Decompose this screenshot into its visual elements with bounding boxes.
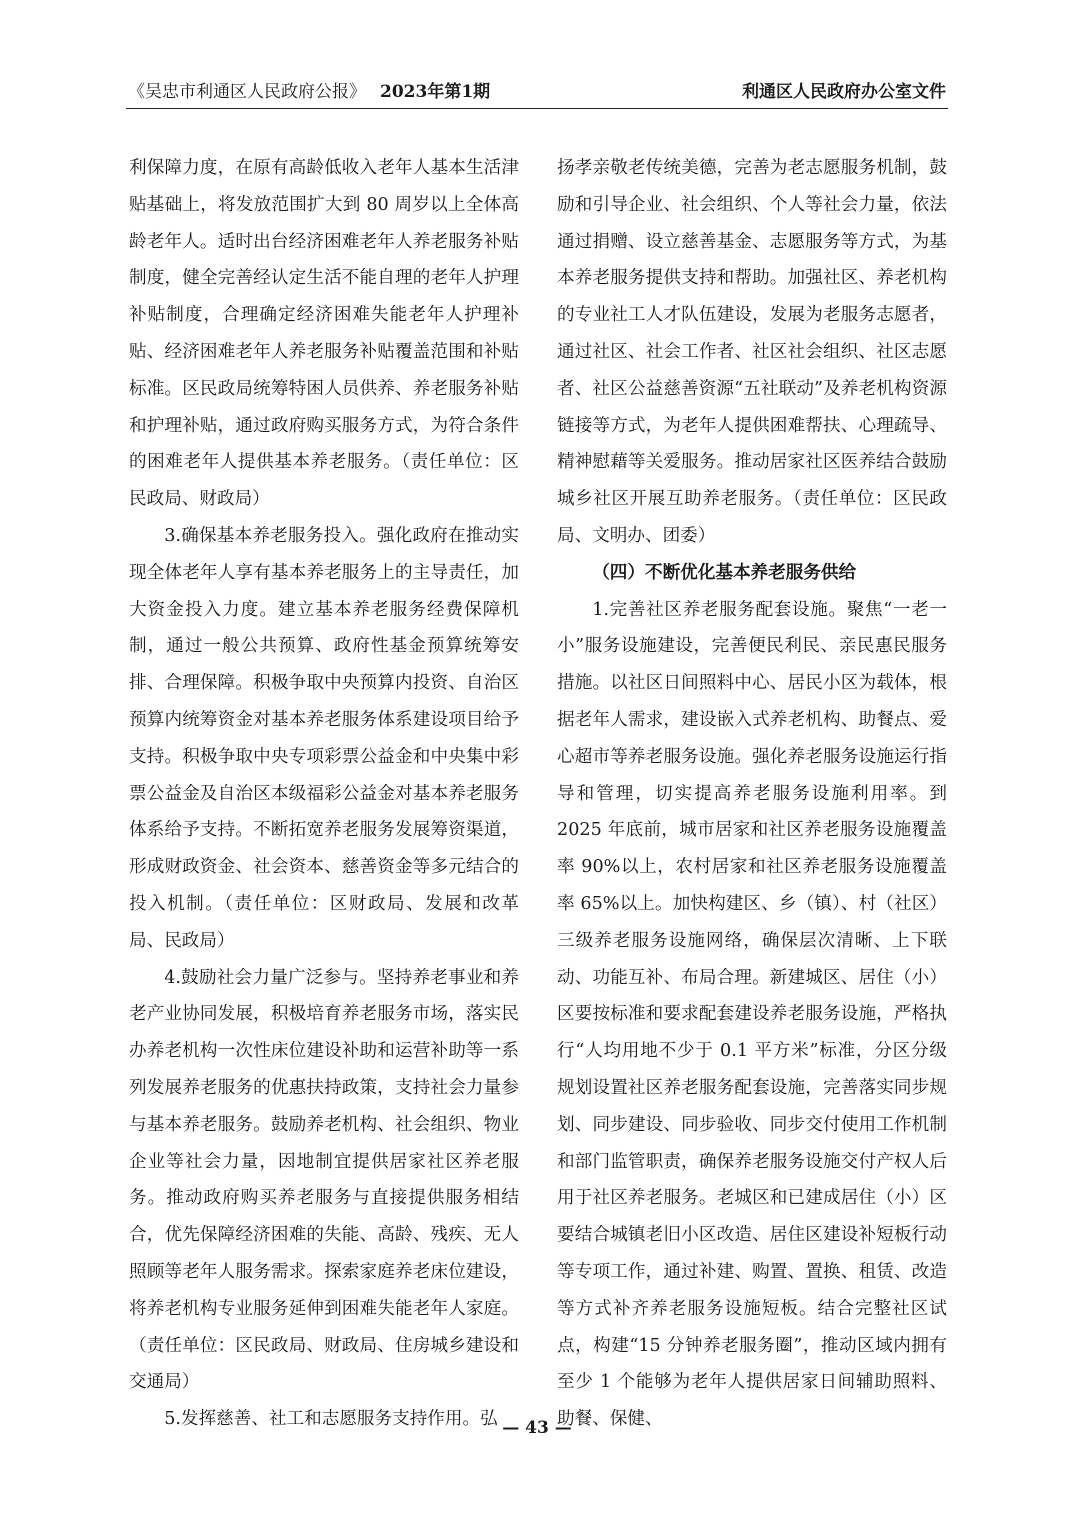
section-heading: （四）不断优化基本养老服务供给 bbox=[592, 561, 857, 583]
paragraph: 3.确保基本养老服务投入。强化政府在推动实现全体老年人享有基本养老服务上的主导责任，加大资金投入力度。建立基本养老服务经费保障机制，通过一般公共预算、政府性基金预算统筹安排、合理保障。积极争取中央预算内投资、自治区预算内统筹资金对基本养老服务体系建设项目给予支持。积极争取中央专项彩票公益金和中央集中彩票公益金及自治区本级福彩公益金对基本养老服务体系给予支持。不断拓宽养老服务发展筹资渠道，形成财政资金、社会资本、慈善资金等多元结合的投入机制。（责任单位：区财政局、发展和改革局、民政局） bbox=[129, 525, 519, 951]
issue-number: 2023年第1期 bbox=[380, 82, 491, 102]
document-type: 利通区人民政府办公室文件 bbox=[742, 82, 946, 102]
page-number: — 43 — bbox=[502, 1418, 572, 1438]
paragraph: 扬孝亲敬老传统美德，完善为老志愿服务机制，鼓励和引导企业、社会组织、个人等社会力量，依法通过捐赠、设立慈善基金、志愿服务等方式，为基本养老服务提供支持和帮助。加强社区、养老机构的专业社工人才队伍建设，发展为老服务志愿者，通过社区、社会工作者、社区社会组织、社区志愿者、社区公益慈善资源“五社联动”及养老机构资源链接等方式，为老年人提供困难帮扶、心理疏导、精神慰藉等关爱服务。推动居家社区医养结合鼓励城乡社区开展互助养老服务。（责任单位：区民政局、文明办、团委） bbox=[557, 158, 947, 546]
paragraph: 4.鼓励社会力量广泛参与。坚持养老事业和养老产业协同发展，积极培育养老服务市场，落实民办养老机构一次性床位建设补助和运营补助等一系列发展养老服务的优惠扶持政策，支持社会力量参与基本养老服务。鼓励养老机构、社会组织、物业企业等社会力量，因地制宜提供居家社区养老服务。推动政府购买养老服务与直接提供服务相结合，优先保障经济困难的失能、高龄、残疾、无人照顾等老年人服务需求。探索家庭养老床位建设，将养老机构专业服务延伸到困难失能老年人家庭。（责任单位：区民政局、财政局、住房城乡建设和交通局） bbox=[129, 967, 519, 1393]
header-rule bbox=[126, 108, 948, 109]
right-column bbox=[557, 150, 947, 1438]
page-header bbox=[128, 78, 946, 106]
paragraph: 1.完善社区养老服务配套设施。聚焦“一老一小”服务设施建设，完善便民利民、亲民惠民服务措施。以社区日间照料中心、居民小区为载体，根据老年人需求，建设嵌入式养老机构、助餐点、爱心超市等养老服务设施。强化养老服务设施运行指导和管理，切实提高养老服务设施利用率。到 2025 年底前，城市居家和社区养老服务设施覆盖率 90%以上，农村居家和社区养老服务设施覆盖率 65%以上。加快构建区、乡（镇）、村（社区）三级养老服务设施网络，确保层次清晰、上下联动、功能互补、布局合理。新建城区、居住（小）区要按标准和要求配套建设养老服务设施，严格执行“人均用地不少于 0.1 平方米”标准，分区分级规划设置社区养老服务配套设施，完善落实同步规划、同步建设、同步验收、同步交付使用工作机制和部门监管职责，确保养老服务设施交付产权人后用于社区养老服务。老城区和已建成居住（小）区要结合城镇老旧小区改造、居住区建设补短板行动等专项工作，通过补建、购置、置换、租赁、改造等方式补齐养老服务设施短板。结合完整社区试点，构建“15 分钟养老服务圈”，推动区域内拥有至少 1 个能够为老年人提供居家日间辅助照料、助餐、保健、 bbox=[557, 599, 947, 1430]
header-left bbox=[128, 78, 490, 106]
left-column bbox=[129, 150, 519, 1438]
paragraph: 利保障力度，在原有高龄低收入老年人基本生活津贴基础上，将发放范围扩大到 80 周岁以上全体高龄老年人。适时出台经济困难老年人养老服务补贴制度，健全完善经认定生活不能自理的老年人护理补贴制度，合理确定经济困难失能老年人护理补贴、经济困难老年人养老服务补贴覆盖范围和补贴标准。区民政局统筹特困人员供养、养老服务补贴和护理补贴，通过政府购买服务方式，为符合条件的困难老年人提供基本养老服务。（责任单位：区民政局、财政局） bbox=[129, 158, 519, 510]
journal-title: 《吴忠市利通区人民政府公报》 bbox=[128, 82, 366, 102]
paragraph: 5.发挥慈善、社工和志愿服务支持作用。弘 bbox=[164, 1409, 498, 1430]
